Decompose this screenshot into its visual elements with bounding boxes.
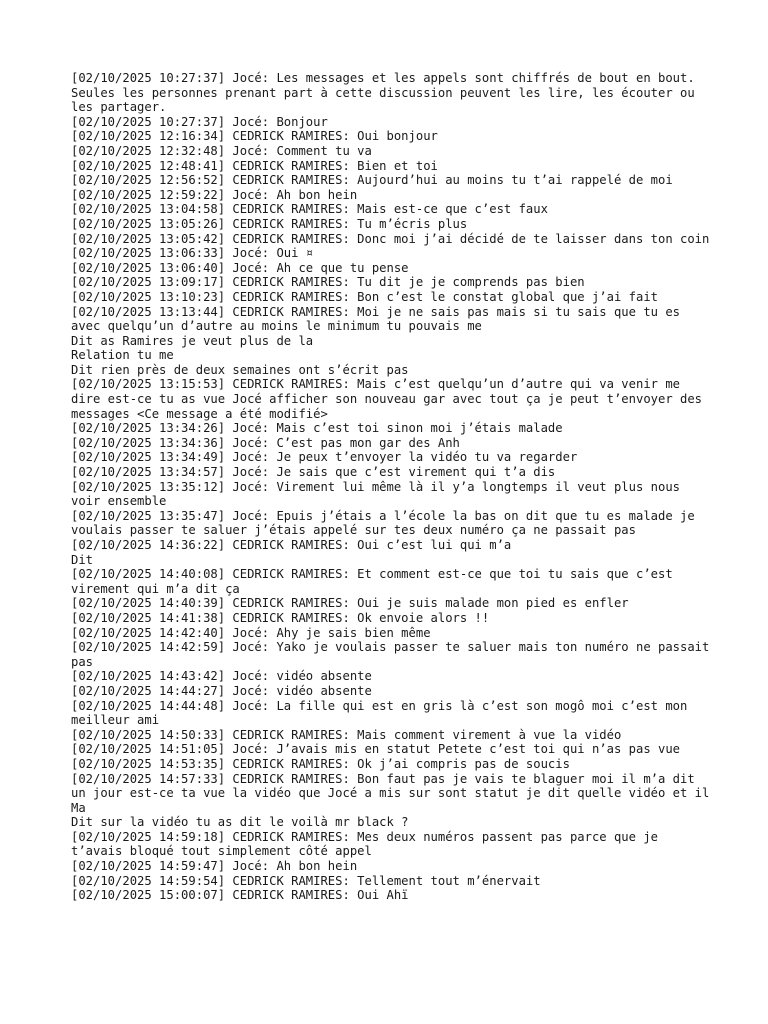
transcript-line: [02/10/2025 14:44:27] Jocé: vidéo absente: [71, 683, 372, 698]
transcript-line: [02/10/2025 12:16:34] CEDRICK RAMIRES: Oui bonjour: [71, 129, 438, 144]
transcript-line: Dit rien près de deux semaines ont s’écrit pas: [71, 362, 409, 377]
transcript-line: [02/10/2025 13:34:36] Jocé: C’est pas mon gar des Anh: [71, 435, 460, 450]
transcript-line: [02/10/2025 13:04:58] CEDRICK RAMIRES: Mais est-ce que c’est faux: [71, 202, 548, 217]
transcript-line: Dit: [71, 552, 94, 567]
transcript-line: [02/10/2025 13:35:12] Jocé: Virement lui même là il y’a longtemps il veut plus nous voir ensemble: [71, 479, 688, 509]
transcript-line: [02/10/2025 12:32:48] Jocé: Comment tu va: [71, 143, 372, 158]
transcript-line: [02/10/2025 15:00:07] CEDRICK RAMIRES: Oui Ahï: [71, 888, 409, 903]
transcript-line: [02/10/2025 13:09:17] CEDRICK RAMIRES: Tu dit je je comprends pas bien: [71, 275, 585, 290]
transcript-line: [02/10/2025 14:59:47] Jocé: Ah bon hein: [71, 859, 358, 874]
transcript-line: [02/10/2025 13:15:53] CEDRICK RAMIRES: Mais c’est quelqu’un d’autre qui va venir me dire est-ce tu as vue Jocé afficher son nouveau gar avec tout ça je peut t’envoyer des messages <Ce message a été modifié>: [71, 377, 710, 421]
transcript-line: [02/10/2025 12:59:22] Jocé: Ah bon hein: [71, 187, 358, 202]
chat-transcript: [71, 71, 717, 903]
transcript-line: Relation tu me: [71, 348, 174, 363]
transcript-line: [02/10/2025 14:59:54] CEDRICK RAMIRES: Tellement tout m’énervait: [71, 873, 541, 888]
transcript-line: [02/10/2025 13:06:40] Jocé: Ah ce que tu pense: [71, 260, 409, 275]
transcript-line: [02/10/2025 14:40:39] CEDRICK RAMIRES: Oui je suis malade mon pied es enfler: [71, 596, 629, 611]
transcript-line: [02/10/2025 14:42:40] Jocé: Ahy je sais bien même: [71, 625, 431, 640]
transcript-line: [02/10/2025 14:36:22] CEDRICK RAMIRES: Oui c’est lui qui m’a: [71, 538, 512, 552]
transcript-line: [02/10/2025 13:34:49] Jocé: Je peux t’envoyer la vidéo tu va regarder: [71, 450, 578, 465]
transcript-line: [02/10/2025 14:50:33] CEDRICK RAMIRES: Mais comment virement à vue la vidéo: [71, 727, 622, 742]
transcript-line: [02/10/2025 13:34:26] Jocé: Mais c’est toi sinon moi j’étais malade: [71, 421, 563, 436]
transcript-line: [02/10/2025 13:06:33] Jocé: Oui ¤: [71, 246, 314, 261]
transcript-line: [02/10/2025 12:48:41] CEDRICK RAMIRES: Bien et toi: [71, 158, 438, 173]
transcript-line: [02/10/2025 13:10:23] CEDRICK RAMIRES: Bon c’est le constat global que j’ai fait: [71, 289, 658, 304]
transcript-line: [02/10/2025 13:13:44] CEDRICK RAMIRES: Moi je ne sais pas mais si tu sais que tu es avec quelqu’un d’autre au moins le minimum tu pouvais me: [71, 304, 688, 334]
transcript-line: [02/10/2025 14:43:42] Jocé: vidéo absente: [71, 669, 372, 684]
transcript-line: Dit sur la vidéo tu as dit le voilà mr black ?: [71, 815, 409, 830]
transcript-line: [02/10/2025 14:57:33] CEDRICK RAMIRES: Bon faut pas je vais te blaguer moi il m’a dit un jour est-ce ta vue la vidéo que Jocé a mis sur sont statut je dit quelle vidéo et il: [71, 771, 710, 801]
transcript-line: [02/10/2025 10:27:37] Jocé: Bonjour: [71, 114, 328, 129]
transcript-line: [02/10/2025 10:27:37] Jocé: Les messages et les appels sont chiffrés de bout en bout. Seules les personnes prenant part à cette discussion peuvent les lire, les écouter ou les partager.: [71, 71, 703, 115]
transcript-line: [02/10/2025 14:51:05] Jocé: J’avais mis en statut Petete c’est toi qui n’as pas vue: [71, 742, 681, 757]
transcript-line: [02/10/2025 14:40:08] CEDRICK RAMIRES: Et comment est-ce que toi tu sais que c’est virement qui m’a dit ça: [71, 567, 681, 596]
transcript-line: [02/10/2025 12:56:52] CEDRICK RAMIRES: Aujourd’hui au moins tu t’ai rappelé de moi: [71, 173, 673, 188]
transcript-line: [02/10/2025 14:41:38] CEDRICK RAMIRES: Ok envoie alors !!: [71, 610, 490, 625]
transcript-line: [02/10/2025 14:59:18] CEDRICK RAMIRES: Mes deux numéros passent pas parce que je t’avais bloqué tout simplement côté appel: [71, 829, 666, 859]
transcript-line: Ma: [71, 800, 86, 815]
transcript-line: [02/10/2025 13:34:57] Jocé: Je sais que c’est virement qui t’a dis: [71, 465, 556, 480]
transcript-line: Dit as Ramires je veut plus de la: [71, 333, 314, 348]
transcript-line: [02/10/2025 13:05:42] CEDRICK RAMIRES: Donc moi j’ai décidé de te laisser dans ton coin: [71, 231, 710, 246]
transcript-line: [02/10/2025 13:35:47] Jocé: Epuis j’étais a l’école la bas on dit que tu es malade je voulais passer te saluer j’étais appelé sur tes deux numéro ça ne passait pas: [71, 508, 703, 538]
transcript-line: [02/10/2025 14:53:35] CEDRICK RAMIRES: Ok j’ai compris pas de soucis: [71, 756, 570, 771]
transcript-line: [02/10/2025 14:44:48] Jocé: La fille qui est en gris là c’est son mogô moi c’est mon meilleur ami: [71, 698, 695, 728]
transcript-line: [02/10/2025 14:42:59] Jocé: Yako je voulais passer te saluer mais ton numéro ne passait pas: [71, 640, 717, 669]
transcript-line: [02/10/2025 13:05:26] CEDRICK RAMIRES: Tu m’écris plus: [71, 216, 468, 231]
